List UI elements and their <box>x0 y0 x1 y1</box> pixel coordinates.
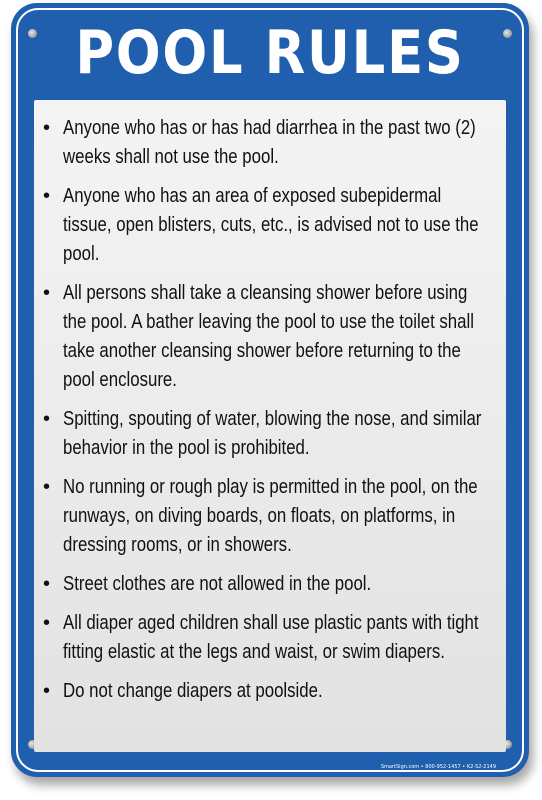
rules-list <box>34 114 506 716</box>
bullet-icon: • <box>43 573 51 595</box>
mounting-hole-icon <box>503 29 512 38</box>
rule-text: All persons shall take a cleansing shower before using the pool. A bather leaving the pool to use the toilet shall take another cleansing shower before returning to the pool enclosure. <box>63 282 474 391</box>
rule-item <box>34 677 493 706</box>
bullet-icon: • <box>43 612 51 634</box>
mounting-hole-icon <box>28 29 37 38</box>
rule-item <box>34 182 493 269</box>
rule-text: All diaper aged children shall use plastic pants with tight fitting elastic at the legs and waist, or swim diapers. <box>63 612 479 663</box>
footer-credit: SmartSign.com • 800-952-1457 • K2-S2-2149 <box>380 764 496 770</box>
sign-title: POOL RULES <box>75 18 465 88</box>
rule-text: Do not change diapers at poolside. <box>63 680 323 702</box>
rule-text: No running or rough play is permitted in the pool, on the runways, on diving boards, on floats, on platforms, in dressing rooms, or in showers. <box>63 476 478 556</box>
bullet-icon: • <box>43 282 51 304</box>
bullet-icon: • <box>43 117 51 139</box>
rule-item <box>34 609 493 667</box>
bullet-icon: • <box>43 680 51 702</box>
rule-item <box>34 570 493 599</box>
bullet-icon: • <box>43 185 51 207</box>
rule-text: Spitting, spouting of water, blowing the nose, and similar behavior in the pool is prohibited. <box>63 408 482 459</box>
rule-item <box>34 279 493 395</box>
rule-text: Anyone who has or has had diarrhea in the past two (2) weeks shall not use the pool. <box>63 117 476 168</box>
rule-text: Street clothes are not allowed in the pool. <box>63 573 372 595</box>
bullet-icon: • <box>43 476 51 498</box>
rule-text: Anyone who has an area of exposed subepidermal tissue, open blisters, cuts, etc., is advised not to use the pool. <box>63 185 479 265</box>
rules-panel <box>34 100 506 752</box>
rule-item <box>34 405 493 463</box>
rule-item <box>34 114 493 172</box>
rule-item <box>34 473 493 560</box>
bullet-icon: • <box>43 408 51 430</box>
pool-rules-sign <box>11 3 529 777</box>
